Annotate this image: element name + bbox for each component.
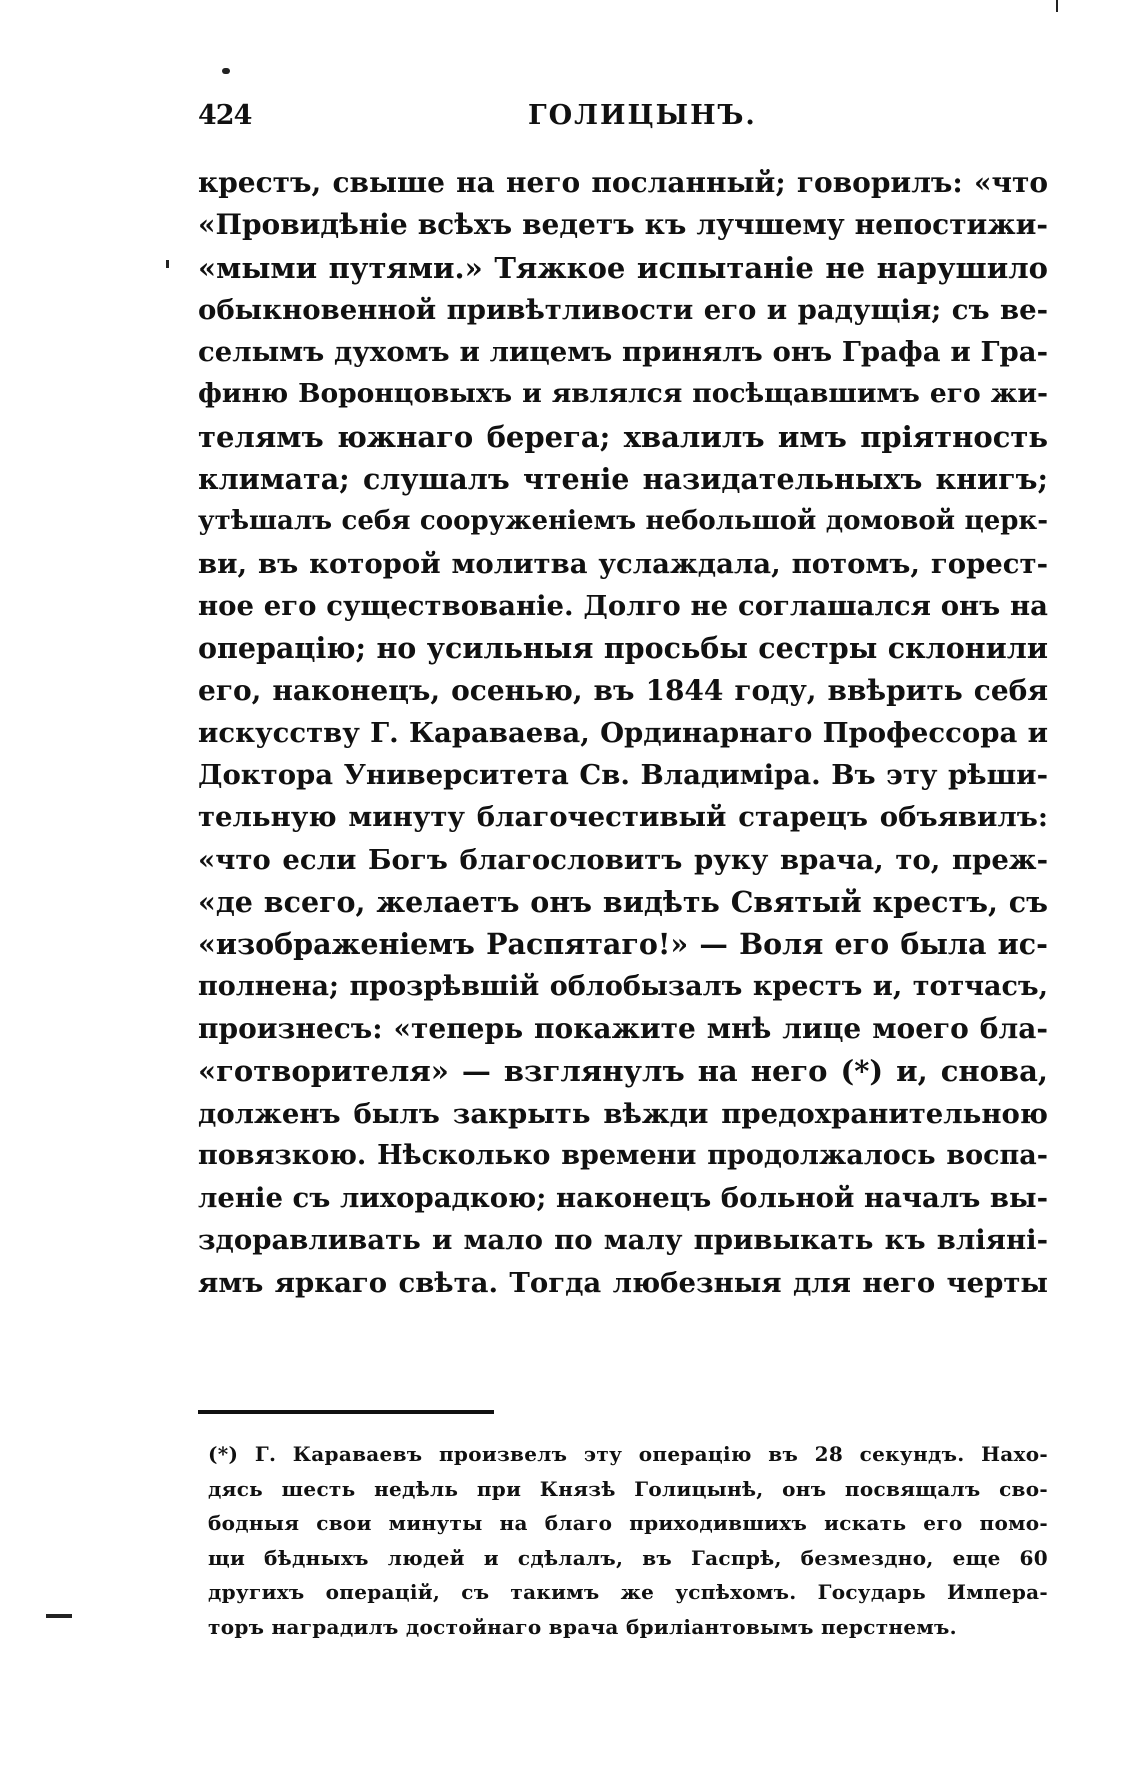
text-line: климата; слушалъ чтеніе назидательныхъ книгъ; (198, 462, 1048, 497)
text-line: ное его существованіе. Долго не соглашался онъ на (198, 589, 1048, 622)
text-line: Доктора Университета Св. Владиміра. Въ эту рѣши- (198, 759, 1048, 792)
footnote-line: торъ наградилъ достойнаго врача бриліантовымъ перстнемъ. (208, 1614, 957, 1639)
text-line: «что если Богъ благословитъ руку врача, то, преж- (198, 843, 1048, 876)
text-line: повязкою. Нѣсколько времени продолжалось воспа- (198, 1139, 1048, 1171)
text-line: здоравливать и мало по малу привыкать къ вліяні- (198, 1224, 1048, 1257)
text-line: крестъ, свыше на него посланный; говорилъ: «что (198, 166, 1048, 199)
text-line: произнесъ: «теперь покажите мнѣ лице моего бла- (198, 1011, 1048, 1045)
text-line: телямъ южнаго берега; хвалилъ имъ пріятность (198, 419, 1048, 454)
margin-tick (166, 260, 169, 268)
footnote-line: другихъ операцій, съ такимъ же успѣхомъ. Государь Импера- (208, 1580, 1048, 1604)
footnote-line: щи бѣдныхъ людей и сдѣлалъ, въ Гаспрѣ, безмездно, еще 60 (208, 1545, 1048, 1570)
text-line: тельную минуту благочестивый старецъ объявилъ: (198, 801, 1048, 834)
text-line: «мыми путями.» Тяжкое испытаніе не нарушило (198, 250, 1048, 285)
main-text (198, 162, 1048, 1304)
text-line: «готворителя» — взглянулъ на него (*) и, снова, (198, 1054, 1048, 1089)
ink-dot (222, 68, 230, 74)
footnote (208, 1437, 1048, 1644)
text-line: искусству Г. Караваева, Ординарнаго Профессора и (198, 716, 1048, 749)
margin-dash (46, 1614, 72, 1618)
text-line: его, наконецъ, осенью, въ 1844 году, ввѣрить себя (198, 673, 1048, 707)
text-line: полнена; прозрѣвшій облобызалъ крестъ и, тотчасъ, (198, 970, 1048, 1002)
text-line: долженъ былъ закрыть вѣжди предохранительною (198, 1097, 1048, 1130)
margin-mark (1056, 0, 1058, 12)
text-line: финю Воронцовыхъ и являлся посѣщавшимъ его жи- (198, 378, 1048, 410)
running-title: ГОЛИЦЫНЪ. (528, 100, 757, 131)
footnote-line: дясь шесть недѣль при Князѣ Голицынѣ, онъ посвящалъ сво- (208, 1476, 1048, 1501)
text-line: «изображеніемъ Распятаго!» — Воля его была ис- (198, 927, 1048, 962)
footnote-rule (198, 1410, 494, 1414)
page-number: 424 (198, 100, 252, 131)
text-line: ямъ яркаго свѣта. Тогда любезныя для него черты (198, 1266, 1048, 1299)
page-header (198, 100, 1048, 140)
text-line: «Провидѣніе всѣхъ ведетъ къ лучшему непостижи- (198, 208, 1048, 242)
footnote-line: (*) Г. Караваевъ произвелъ эту операцію въ 28 секундъ. Нахо- (208, 1442, 1048, 1466)
text-line: «де всего, желаетъ онъ видѣть Святый крестъ, съ (198, 885, 1048, 920)
text-line: утѣшалъ себя сооруженіемъ небольшой домовой церк- (198, 506, 1048, 537)
text-line: обыкновенной привѣтливости его и радущія; съ ве- (198, 293, 1048, 326)
text-line: операцію; но усильныя просьбы сестры склонили (198, 631, 1048, 666)
text-line: ви, въ которой молитва услаждала, потомъ, горест- (198, 547, 1048, 580)
text-line: селымъ духомъ и лицемъ принялъ онъ Графа и Гра- (198, 336, 1048, 369)
footnote-line: бодныя свои минуты на благо приходившихъ искать его помо- (208, 1511, 1048, 1535)
text-line: леніе съ лихорадкою; наконецъ больной началъ вы- (198, 1182, 1048, 1215)
